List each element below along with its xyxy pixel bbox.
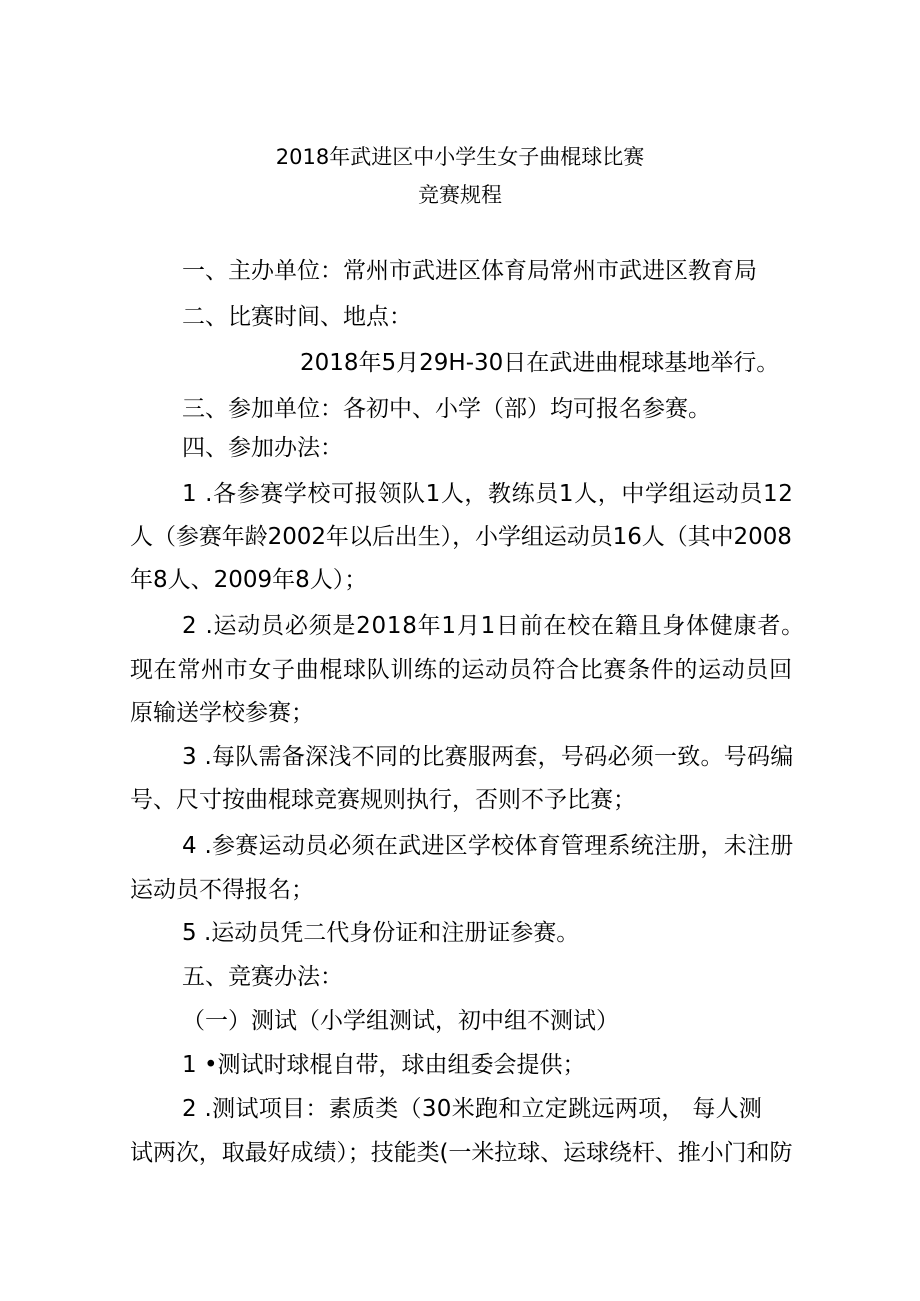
method-item-4-line-2: 运动员不得报名；: [130, 877, 314, 903]
time-place-detail: 2018年5月29H-30日在武进曲棍球基地举行。: [300, 350, 780, 376]
method-item-5: 5 .运动员凭二代身份证和注册证参赛。: [182, 920, 580, 946]
method-item-3-line-2: 号、尺寸按曲棍球竞赛规则执行，否则不予比赛；: [130, 787, 636, 813]
section-time-place-heading: 二、比赛时间、地点：: [182, 304, 412, 330]
competition-test-item-2-line-2: 试两次，取最好成绩）；技能类(一米拉球、运球绕杆、推小门和防: [130, 1140, 793, 1166]
section-organizer: 一、主办单位：常州市武进区体育局常州市武进区教育局: [182, 258, 757, 284]
competition-test-heading: （一）测试（小学组测试，初中组不测试）: [182, 1008, 619, 1034]
method-item-2-line-2: 现在常州市女子曲棍球队训练的运动员符合比赛条件的运动员回: [130, 657, 793, 683]
method-item-2-line-1: 2 .运动员必须是2018年1月1日前在校在籍且身体健康者。: [182, 613, 805, 639]
competition-test-item-2-line-1: 2 .测试项目：素质类（30米跑和立定跳远两项， 每人测: [182, 1096, 763, 1122]
section-participants: 三、参加单位：各初中、小学（部）均可报名参赛。: [182, 396, 711, 422]
document-subtitle: 竞赛规程: [418, 183, 502, 207]
method-item-1-line-2: 人（参赛年龄2002年以后出生），小学组运动员16人（其中2008: [130, 524, 792, 550]
method-item-2-line-3: 原输送学校参赛；: [130, 700, 314, 726]
method-item-4-line-1: 4 .参赛运动员必须在武进区学校体育管理系统注册，未注册: [182, 833, 794, 859]
method-item-1-line-3: 年8人、2009年8人）；: [130, 567, 368, 593]
method-item-1-line-1: 1 .各参赛学校可报领队1人，教练员1人，中学组运动员12: [182, 481, 794, 507]
section-competition-heading: 五、竞赛办法：: [182, 964, 343, 990]
document-title: 2018年武进区中小学生女子曲棍球比赛: [275, 145, 645, 169]
section-method-heading: 四、参加办法：: [182, 435, 343, 461]
competition-test-item-1: 1 •测试时球棍自带，球由组委会提供；: [182, 1052, 586, 1078]
method-item-3-line-1: 3 .每队需备深浅不同的比赛服两套，号码必须一致。号码编: [182, 744, 794, 770]
